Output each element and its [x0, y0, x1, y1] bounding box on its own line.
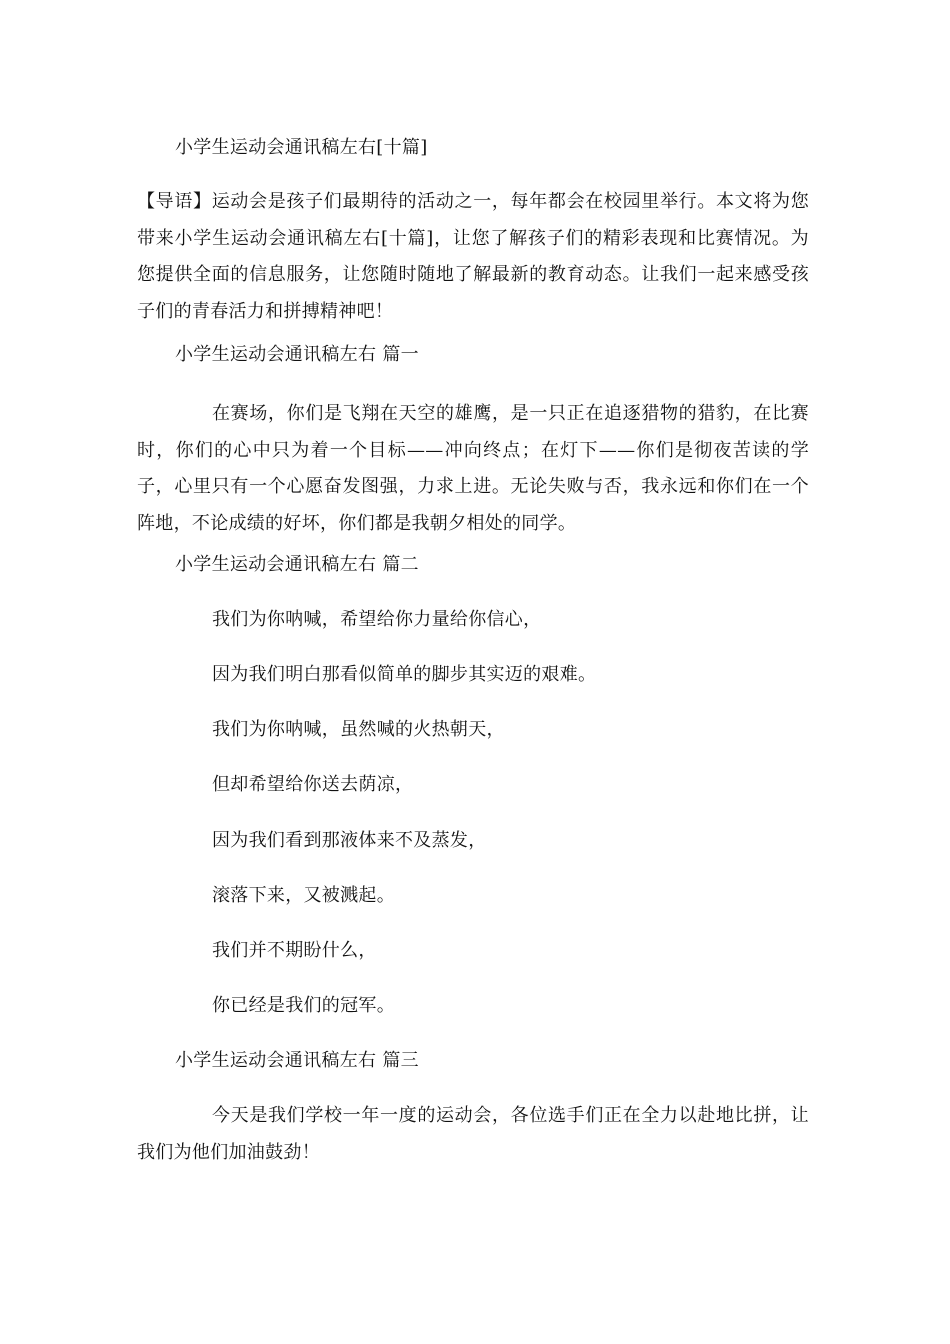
section-1-paragraph: 在赛场，你们是飞翔在天空的雄鹰，是一只正在追逐猎物的猎豹，在比赛时，你们的心中只为着一个目标——冲向终点；在灯下——你们是彻夜苦读的学子，心里只有一个心愿奋发图强，力求上进。无论失败与否，我永远和你们在一个阵地，不论成绩的好坏，你们都是我朝夕相处的同学。: [137, 403, 809, 534]
poem-line: 你已经是我们的冠军。: [212, 995, 395, 1016]
poem-line: 因为我们明白那看似简单的脚步其实迈的艰难。: [212, 664, 597, 685]
poem-line: 我们为你呐喊，虽然喊的火热朝天，: [212, 719, 505, 740]
intro-paragraph: 【导语】运动会是孩子们最期待的活动之一，每年都会在校园里举行。本文将为您带来小学生运动会通讯稿左右[十篇]，让您了解孩子们的精彩表现和比赛情况。为您提供全面的信息服务，让您随时随地了解最新的教育动态。让我们一起来感受孩子们的青春活力和拼搏精神吧！: [137, 191, 809, 322]
section-3-paragraph: 今天是我们学校一年一度的运动会，各位选手们正在全力以赴地比拼，让我们为他们加油鼓劲！: [137, 1105, 809, 1163]
poem-line: 但却希望给你送去荫凉，: [212, 774, 414, 795]
poem-line: 我们为你呐喊，希望给你力量给你信心，: [212, 609, 542, 630]
section-1-heading: 小学生运动会通讯稿左右 篇一: [175, 344, 419, 365]
poem-line: 滚落下来，又被溅起。: [212, 885, 395, 906]
poem-line: 我们并不期盼什么，: [212, 940, 377, 961]
section-2-heading: 小学生运动会通讯稿左右 篇二: [175, 554, 419, 575]
poem-line: 因为我们看到那液体来不及蒸发，: [212, 830, 487, 851]
document-title: 小学生运动会通讯稿左右[十篇]: [175, 137, 428, 158]
section-3-heading: 小学生运动会通讯稿左右 篇三: [175, 1050, 419, 1071]
